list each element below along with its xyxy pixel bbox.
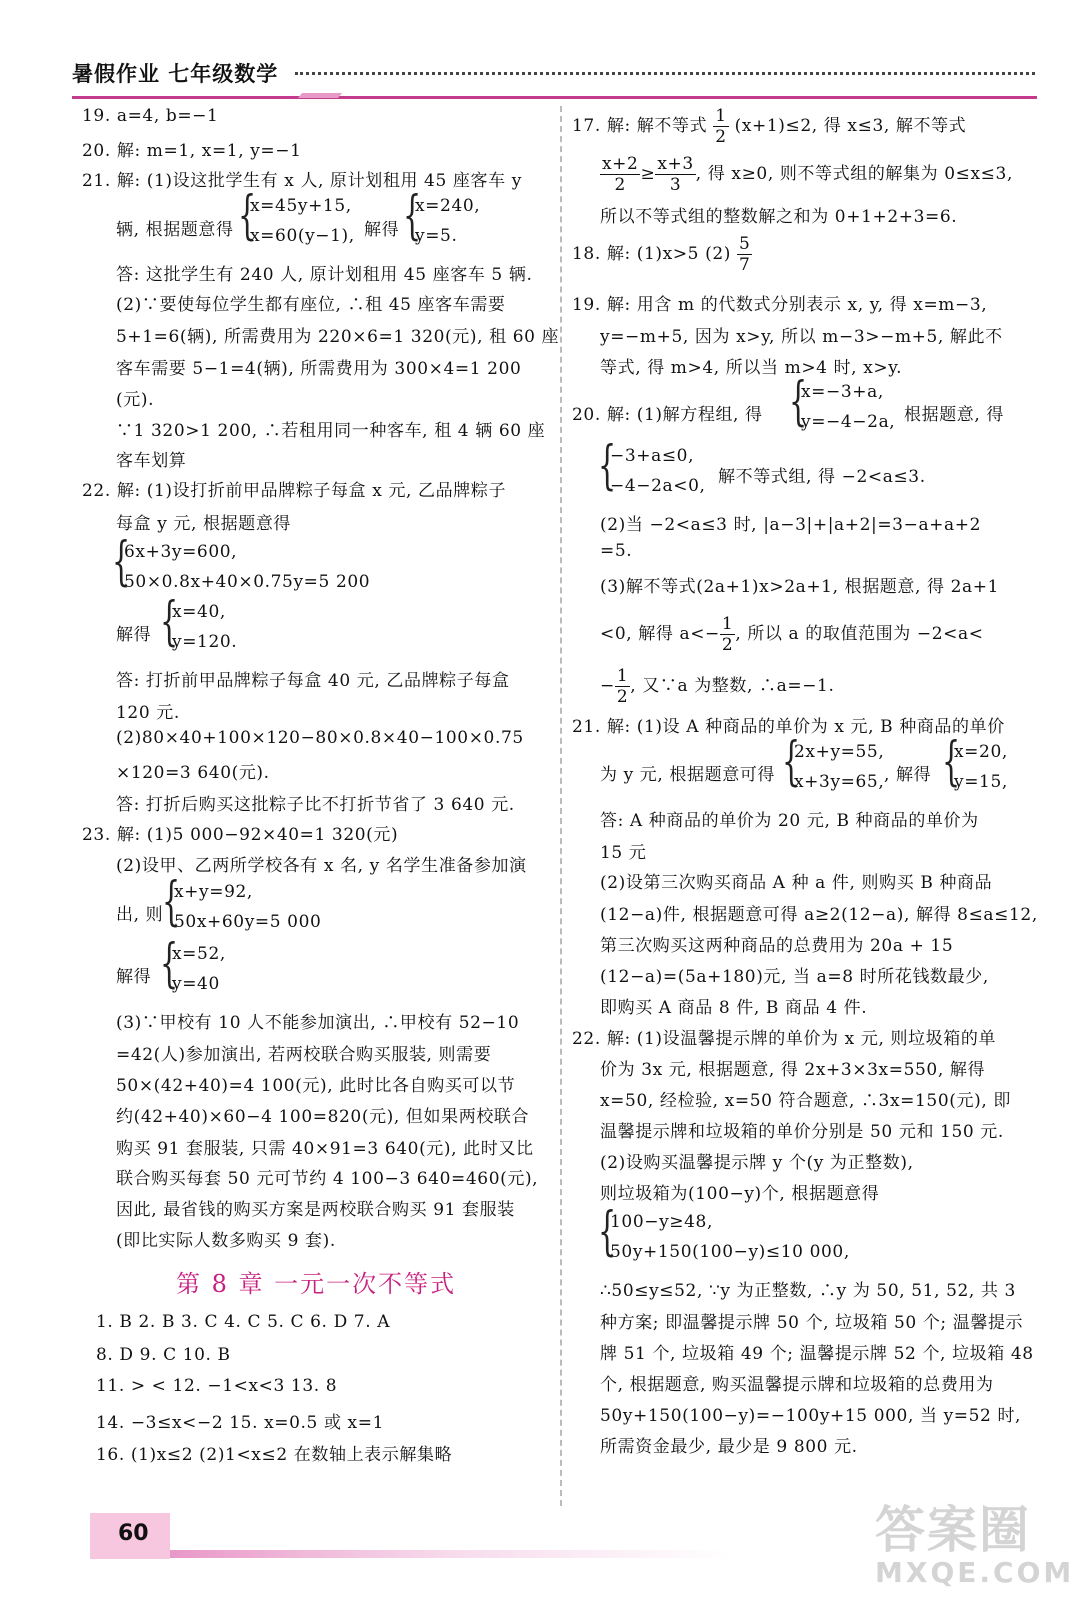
answer-line: 因此, 最省钱的购买方案是两校联合购买 91 套服装 (116, 1200, 515, 1220)
fraction (655, 154, 695, 195)
text: , 所以 a 的取值范围为 −2<a< (735, 624, 984, 644)
header-accent (298, 93, 342, 98)
answer-line: (2)80×40+100×120−80×0.8×40−100×0.75 (116, 728, 524, 748)
equation: y=120. (172, 632, 238, 652)
answer-line: 答: 打折前甲品牌粽子每盒 40 元, 乙品牌粽子每盒 (116, 671, 510, 691)
text: ≥ (640, 164, 656, 184)
answer-line: 解不等式组, 得 −2<a≤3. (718, 467, 926, 487)
answer-line: 15 元 (600, 843, 647, 863)
fraction (600, 154, 640, 195)
answer-line: (2)∵要使每位学生都有座位, ∴租 45 座客车需要 (116, 295, 506, 315)
text: , 又∵a 为整数, ∴a=−1. (630, 676, 835, 696)
answer-line: 每盒 y 元, 根据题意得 (116, 514, 292, 534)
answer-line: (2)设购买温馨提示牌 y 个(y 为正整数), (600, 1153, 914, 1173)
equation: x=−3+a, (801, 382, 884, 402)
brace: { (789, 372, 808, 432)
answer-line: 所需资金最少, 最少是 9 800 元. (600, 1437, 858, 1457)
text: 17. 解: 解不等式 (572, 116, 708, 136)
answer-line: 解得 (116, 625, 152, 645)
brace: { (598, 436, 617, 496)
equation: x=60(y−1), (250, 226, 355, 246)
answer-line: ×120=3 640(元). (116, 763, 270, 783)
answer-line: (2)当 −2<a≤3 时, |a−3|+|a+2|=3−a+a+2 (600, 515, 982, 535)
fill-answers: 11. > < 12. −1<x<3 13. 8 (96, 1376, 338, 1396)
brace: { (782, 732, 801, 792)
denominator: 3 (669, 175, 682, 195)
equation: y=15, (954, 772, 1008, 792)
denominator: 2 (715, 127, 727, 147)
chapter-title: 第 8 章 一元一次不等式 (176, 1270, 457, 1298)
answer-line: ∵1 320>1 200, ∴若租用同一种客车, 租 4 辆 60 座 (116, 421, 546, 441)
choice-answers: 1. B 2. B 3. C 4. C 5. C 6. D 7. A (96, 1312, 391, 1332)
brace: { (160, 592, 179, 652)
answer-line: (3)解不等式(2a+1)x>2a+1, 根据题意, 得 2a+1 (600, 577, 1000, 597)
answer-line: 客车需要 5−1=4(辆), 所需费用为 300×4=1 200 (116, 359, 522, 379)
denominator: 2 (614, 175, 626, 195)
answer-line (600, 666, 834, 707)
answer-line: 解得 (364, 220, 400, 240)
numerator: 1 (715, 106, 727, 126)
brace: { (112, 532, 131, 592)
answer-line: 个, 根据题意, 购买温馨提示牌和垃圾箱的总费用为 (600, 1375, 994, 1395)
numerator: x+2 (602, 154, 639, 174)
equation: x=240, (415, 196, 481, 216)
text: <0, 解得 a<− (600, 624, 720, 644)
answer-line: 答: 打折后购买这批粽子比不打折节省了 3 640 元. (116, 795, 515, 815)
answer-20: 20. 解: m=1, x=1, y=−1 (82, 141, 302, 161)
text: 18. 解: (1)x>5 (2) (572, 244, 731, 264)
answer-line: 为 y 元, 根据题意可得 (600, 765, 776, 785)
answer-line: 出, 则 (116, 905, 164, 925)
equation: 2x+y=55, (794, 742, 885, 762)
answer-line: 客车划算 (116, 451, 187, 471)
answer-line (600, 614, 984, 655)
equation: 50x+60y=5 000 (174, 912, 322, 932)
answer-line: 答: 这批学生有 240 人, 原计划租用 45 座客车 5 辆. (116, 265, 533, 285)
answer-line: (3)∵甲校有 10 人不能参加演出, ∴甲校有 52−10 (116, 1013, 520, 1033)
watermark-url: MXQE.COM (875, 1556, 1075, 1589)
answer-23-line: 23. 解: (1)5 000−92×40=1 320(元) (82, 825, 399, 845)
equation: −3+a≤0, (610, 446, 695, 466)
equation: y=−4−2a, (801, 412, 896, 432)
answer-19: 19. a=4, b=−1 (82, 106, 219, 126)
page-number: 60 (118, 1521, 149, 1546)
denominator: 7 (739, 255, 751, 275)
answer-line: 120 元. (116, 703, 180, 723)
brace: { (598, 1202, 617, 1262)
answer-line: x=50, 经检验, x=50 符合题意, ∴3x=150(元), 即 (600, 1091, 1011, 1111)
answer-line: 即购买 A 商品 8 件, B 商品 4 件. (600, 998, 868, 1018)
numerator: 1 (721, 614, 734, 634)
numerator: 5 (739, 234, 751, 254)
answer-line: 温馨提示牌和垃圾箱的单价分别是 50 元和 150 元. (600, 1122, 1004, 1142)
answer-line: 解得 (116, 967, 152, 987)
answer-18-line (572, 234, 752, 275)
answer-line: , 解得 (884, 765, 932, 785)
answer-line: 根据题意, 得 (904, 405, 1005, 425)
answer-16: 16. (1)x≤2 (2)1<x≤2 在数轴上表示解集略 (96, 1445, 453, 1465)
denominator: 2 (721, 635, 734, 655)
footer-rule (170, 1550, 730, 1558)
answer-line: (2)设第三次购买商品 A 种 a 件, 则购买 B 种商品 (600, 873, 993, 893)
answer-line: 等式, 得 m>4, 所以当 m>4 时, x>y. (600, 358, 903, 378)
answer-line: y=−m+5, 因为 x>y, 所以 m−3>−m+5, 解此不 (600, 327, 1003, 347)
equation: x+3y=65, (794, 772, 885, 792)
answer-line: 购买 91 套服装, 只需 40×91=3 640(元), 此时又比 (116, 1139, 534, 1159)
fraction (720, 614, 735, 655)
answer-line: 联合购买每套 50 元可节约 4 100−3 640=460(元), (116, 1169, 539, 1189)
equation: x=45y+15, (250, 196, 352, 216)
answer-line: 第三次购买这两种商品的总费用为 20a + 15 (600, 936, 954, 956)
equation: x=52, (172, 944, 226, 964)
answer-line: 答: A 种商品的单价为 20 元, B 种商品的单价为 (600, 811, 979, 831)
equation: 100−y≥48, (610, 1212, 713, 1232)
answer-line: 辆, 根据题意得 (116, 220, 234, 240)
answer-line: =42(人)参加演出, 若两校联合购买服装, 则需要 (116, 1045, 492, 1065)
answer-line: =5. (600, 541, 633, 561)
equation: −4−2a<0, (610, 476, 706, 496)
fill-answers: 14. −3≤x<−2 15. x=0.5 或 x=1 (96, 1413, 385, 1433)
fraction (615, 666, 630, 707)
numerator: x+3 (657, 154, 694, 174)
answer-line: 种方案; 即温馨提示牌 50 个, 垃圾箱 50 个; 温馨提示 (600, 1313, 1024, 1333)
answer-line: (即比实际人数多购买 9 套). (116, 1231, 336, 1251)
answer-line: ∴50≤y≤52, ∵y 为正整数, ∴y 为 50, 51, 52, 共 3 (600, 1281, 1016, 1301)
equation: y=40 (172, 974, 220, 994)
watermark-logo: 答案圈 (875, 1501, 1031, 1559)
equation: y=5. (415, 226, 458, 246)
choice-answers: 8. D 9. C 10. B (96, 1345, 231, 1365)
fraction (713, 106, 728, 147)
answer-19-line: 19. 解: 用含 m 的代数式分别表示 x, y, 得 x=m−3, (572, 295, 988, 315)
fraction (737, 234, 752, 275)
answer-line: (12−a)=(5a+180)元, 当 a=8 时所花钱数最少, (600, 967, 989, 987)
brace: { (162, 872, 181, 932)
answer-line: (元). (116, 390, 155, 410)
answer-22-line: 22. 解: (1)设温馨提示牌的单价为 x 元, 则垃圾箱的单 (572, 1029, 997, 1049)
watermark (875, 1490, 1074, 1589)
answer-line: 50×(42+40)=4 100(元), 此时比各自购买可以节 (116, 1076, 516, 1096)
page-header-title: 暑假作业 七年级数学 (72, 62, 279, 86)
brace: { (403, 186, 422, 246)
text: , 得 x≥0, 则不等式组的解集为 0≤x≤3, (695, 164, 1013, 184)
text: − (600, 676, 615, 696)
answer-line (600, 154, 1013, 195)
equation: 6x+3y=600, (124, 542, 238, 562)
answer-17-line (572, 106, 966, 147)
answer-line: 约(42+40)×60−4 100=820(元), 但如果两校联合 (116, 1107, 530, 1127)
answer-line: 则垃圾箱为(100−y)个, 根据题意得 (600, 1184, 880, 1204)
equation: x=40, (172, 602, 226, 622)
brace: { (238, 186, 257, 246)
equation: 50y+150(100−y)≤10 000, (610, 1242, 850, 1262)
brace: { (942, 732, 961, 792)
answer-line: 牌 51 个, 垃圾箱 49 个; 温馨提示牌 52 个, 垃圾箱 48 (600, 1344, 1034, 1364)
denominator: 2 (616, 687, 629, 707)
answer-line: 所以不等式组的整数解之和为 0+1+2+3=6. (600, 207, 958, 227)
equation: 50×0.8x+40×0.75y=5 200 (124, 572, 371, 592)
answer-20-line: 20. 解: (1)解方程组, 得 (572, 405, 763, 425)
numerator: 1 (616, 666, 629, 686)
answer-21-line: 21. 解: (1)设这批学生有 x 人, 原计划租用 45 座客车 y (82, 171, 522, 191)
equation: x=20, (954, 742, 1008, 762)
brace: { (160, 934, 179, 994)
answer-22-line: 22. 解: (1)设打折前甲品牌粽子每盒 x 元, 乙品牌粽子 (82, 481, 507, 501)
header-rule (72, 96, 1037, 99)
answer-line: 价为 3x 元, 根据题意, 得 2x+3×3x=550, 解得 (600, 1060, 986, 1080)
answer-line: 50y+150(100−y)=−100y+15 000, 当 y=52 时, (600, 1406, 1022, 1426)
answer-21-line: 21. 解: (1)设 A 种商品的单价为 x 元, B 种商品的单价 (572, 717, 1005, 737)
text: (x+1)≤2, 得 x≤3, 解不等式 (734, 116, 967, 136)
column-divider (560, 106, 562, 1506)
answer-line: (2)设甲、乙两所学校各有 x 名, y 名学生准备参加演 (116, 856, 527, 876)
answer-line: (12−a)件, 根据题意可得 a≥2(12−a), 解得 8≤a≤12, (600, 905, 1038, 925)
answer-line: 5+1=6(辆), 所需费用为 220×6=1 320(元), 租 60 座 (116, 327, 560, 347)
equation: x+y=92, (174, 882, 253, 902)
header-dotted-rule (295, 72, 1035, 75)
